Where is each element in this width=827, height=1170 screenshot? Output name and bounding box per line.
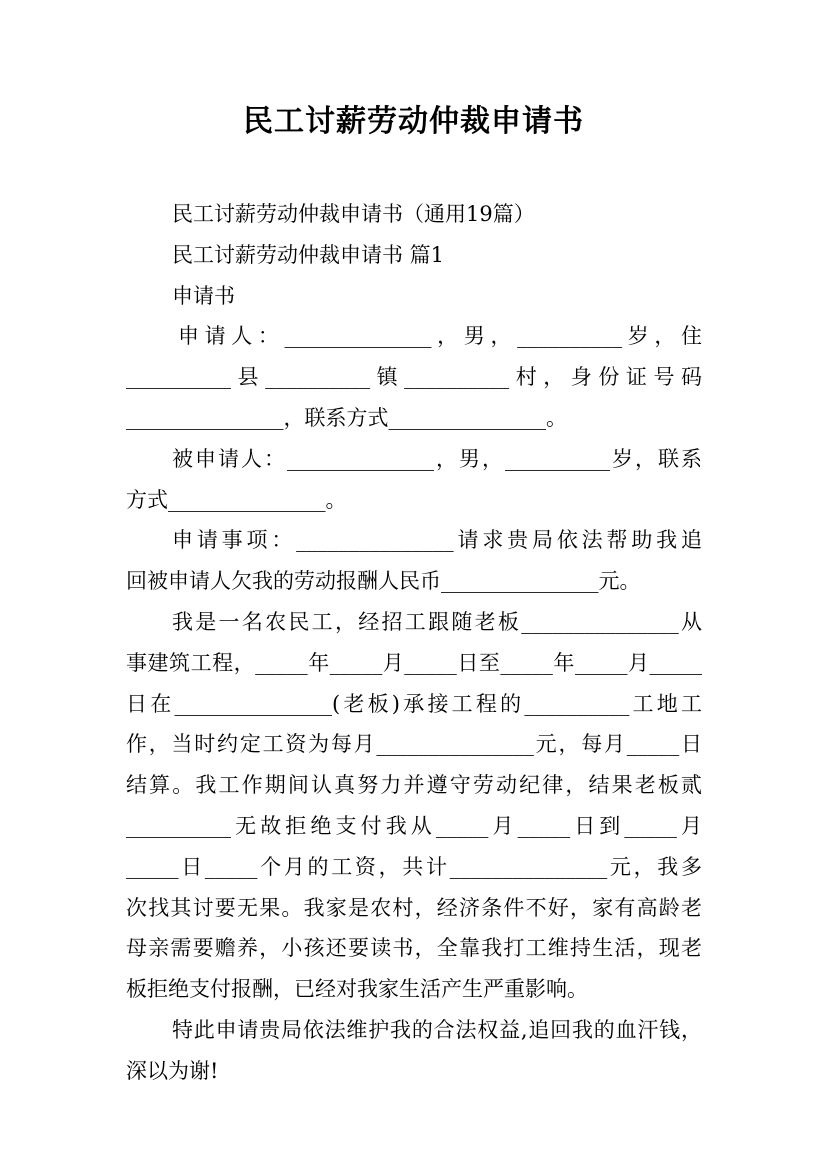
subtitle-line: 民工讨薪劳动仲裁申请书（通用19篇）	[172, 202, 535, 226]
claim-line-1: 申请事项：_______________请求贵局依法帮助我追	[172, 528, 702, 553]
section-heading: 民工讨薪劳动仲裁申请书 篇1	[172, 242, 445, 267]
heading-application: 申请书	[172, 283, 235, 308]
facts-line-1: 我是一名农民工，经招工跟随老板_______________从	[172, 609, 702, 634]
facts-line-4: 作，当时约定工资为每月_______________元，每月_____日	[126, 732, 702, 757]
facts-line-5: 结算。我工作期间认真努力并遵守劳动纪律，结果老板贰	[126, 773, 702, 798]
applicant-line-1: 申请人：______________，男，__________岁，住	[178, 324, 702, 349]
applicant-line-2: __________县__________镇__________村，身份证号码	[126, 365, 702, 390]
document-body	[126, 194, 702, 1092]
closing-line-2: 深以为谢!	[126, 1058, 219, 1083]
claim-line-2: 回被申请人欠我的劳动报酬人民币_______________元。	[126, 569, 641, 594]
respondent-line-2: 方式_______________。	[126, 487, 347, 512]
facts-line-9: 母亲需要赡养，小孩还要读书，全靠我打工维持生活，现老	[126, 936, 702, 961]
facts-line-3: 日在_______________(老板)承接工程的__________工地工	[126, 691, 702, 716]
document-title: 民工讨薪劳动仲裁申请书	[243, 104, 584, 139]
respondent-line-1: 被申请人：______________，男，__________岁，联系	[172, 446, 702, 471]
facts-line-2: 事建筑工程，_____年_____月_____日至_____年_____月_____	[126, 650, 702, 675]
facts-line-8: 次找其讨要无果。我家是农村，经济条件不好，家有高龄老	[126, 895, 702, 920]
facts-line-7: _____日_____个月的工资，共计_______________元，我多	[126, 854, 702, 879]
applicant-line-3: _______________，联系方式_______________。	[126, 405, 567, 430]
facts-line-10: 板拒绝支付报酬，已经对我家生活产生严重影响。	[126, 977, 588, 1002]
facts-line-6: __________无故拒绝支付我从_____月_____日到_____月	[126, 813, 702, 838]
closing-line-1: 特此申请贵局依法维护我的合法权益,追回我的血汗钱，	[172, 1017, 702, 1042]
